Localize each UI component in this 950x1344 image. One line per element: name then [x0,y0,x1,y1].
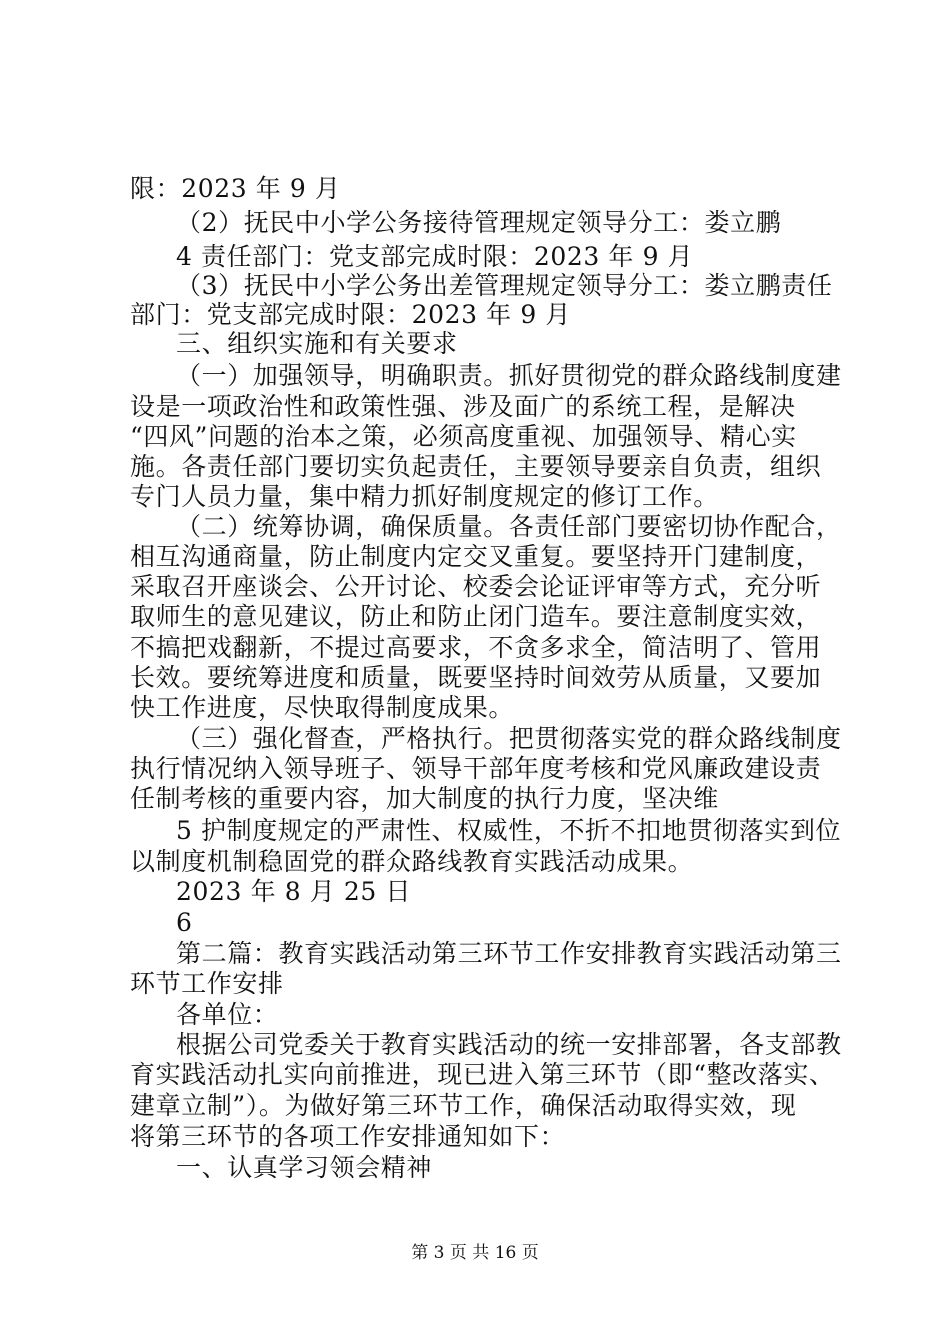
text-line: 将第三环节的各项工作安排通知如下： [130,1122,566,1151]
text-line: 长效。要统筹进度和质量，既要坚持时间效劳从质量，又要加 [130,663,822,692]
text-line: 专门人员力量，集中精力抓好制度规定的修订工作。 [130,482,719,511]
page-footer: 第 3 页 共 16 页 [411,1243,539,1263]
text-line: 执行情况纳入领导班子、领导干部年度考核和党风廉政建设责 [130,754,822,783]
text-line: 以制度机制稳固党的群众路线教育实践活动成果。 [130,847,694,876]
text-line: 快工作进度，尽快取得制度成果。 [130,693,515,722]
text-line: （一）加强领导，明确职责。抓好贯彻党的群众路线制度建 [176,361,842,390]
text-line: 5 护制度规定的严肃性、权威性，不折不扣地贯彻落实到位 [176,816,842,845]
text-line: 限：2023 年 9 月 [130,174,341,203]
text-line: 设是一项政治性和政策性强、涉及面广的系统工程，是解决 [130,392,796,421]
text-line: （3）抚民中小学公务出差管理规定领导分工：娄立鹏责任 [176,271,833,300]
section-title: 第二篇：教育实践活动第三环节工作安排教育实践活动第三 [176,939,842,968]
section-title: 环节工作安排 [130,969,284,998]
salutation: 各单位： [176,1000,279,1029]
text-line: 部门：党支部完成时限：2023 年 9 月 [130,300,571,329]
section-heading: 三、组织实施和有关要求 [176,329,458,358]
text-line: 育实践活动扎实向前推进，现已进入第三环节（即“整改落实、 [130,1060,835,1089]
section-heading: 一、认真学习领会精神 [176,1153,433,1182]
text-line: 根据公司党委关于教育实践活动的统一安排部署，各支部教 [176,1030,842,1059]
text-line: （三）强化督查，严格执行。把贯彻落实党的群众路线制度 [176,724,842,753]
text-line: “四风”问题的治本之策，必须高度重视、加强领导、精心实 [130,422,797,451]
page-marker: 6 [176,908,193,937]
text-line: 建章立制”）。为做好第三环节工作，确保活动取得实效，现 [130,1091,797,1120]
text-line: 取师生的意见建议，防止和防止闭门造车。要注意制度实效， [130,602,822,631]
text-line: 任制考核的重要内容，加大制度的执行力度，坚决维 [130,784,719,813]
date-line: 2023 年 8 月 25 日 [176,877,412,906]
text-line: （2）抚民中小学公务接待管理规定领导分工：娄立鹏 [176,208,782,237]
text-line: 不搞把戏翻新，不提过高要求，不贪多求全，简洁明了、管用 [130,633,822,662]
text-line: 相互沟通商量，防止制度内定交叉重复。要坚持开门建制度， [130,542,822,571]
text-line: 采取召开座谈会、公开讨论、校委会论证评审等方式，充分听 [130,572,822,601]
text-line: （二）统筹协调，确保质量。各责任部门要密切协作配合， [176,512,842,541]
text-line: 4 责任部门：党支部完成时限：2023 年 9 月 [176,242,694,271]
text-line: 施。各责任部门要切实负起责任，主要领导要亲自负责，组织 [130,452,822,481]
